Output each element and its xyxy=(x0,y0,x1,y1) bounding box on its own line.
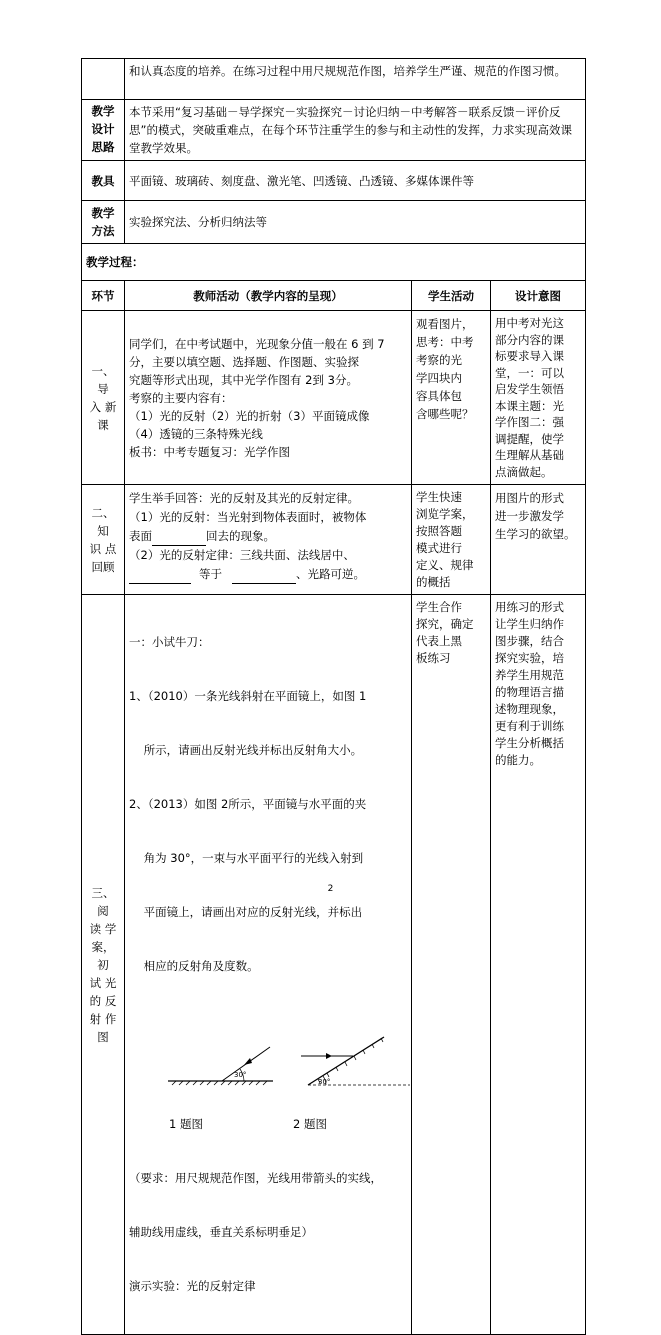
header-teacher: 教师活动（教学内容的呈现） xyxy=(125,281,412,311)
fig2-mirror-hatching xyxy=(318,1038,383,1083)
student-line: 定义、规律 xyxy=(416,558,474,572)
intent-line: 部分内容的课 xyxy=(495,332,564,347)
exercise-line: 1、（2010）一条光线斜射在平面镜上，如图 1 xyxy=(129,689,367,703)
stage-line: 案，初 xyxy=(91,939,115,972)
header-student: 学生活动 xyxy=(412,281,491,311)
stage-line: 射 作 xyxy=(89,1011,117,1026)
header-intent: 设计意图 xyxy=(491,281,586,311)
intent-line: 学作图二：强 xyxy=(495,415,564,429)
stage-1-label xyxy=(82,311,125,485)
row-stage-3 xyxy=(82,595,586,1335)
intent-line: 的物理语言描 xyxy=(495,685,564,699)
intent-line: 启发学生领悟 xyxy=(495,382,564,396)
exercise-line: 相应的反射角及度数。 xyxy=(129,959,259,973)
stage-line: 试 光 xyxy=(89,975,117,990)
process-title: 教学过程： xyxy=(82,244,586,281)
stage-line: 识 点 xyxy=(89,541,117,556)
review-line: 学生举手回答：光的反射及其光的反射定律。 xyxy=(129,491,359,505)
exercise-line: 角为 30°，一束与水平面平行的光线入射到 xyxy=(129,851,364,865)
fig2-angle-label: 30° xyxy=(318,1078,331,1086)
stage-3-intent xyxy=(491,595,586,1335)
reflection-figures xyxy=(158,1035,411,1097)
requirement-line: （要求：用尺规规范作图，光线用带箭头的实线， xyxy=(129,1171,382,1185)
fig1-ray-arrow xyxy=(244,1058,252,1065)
student-line: 模式进行 xyxy=(416,541,462,555)
review-line-blank xyxy=(129,527,407,546)
stage-3-teacher xyxy=(125,595,412,1335)
design-label-line: 设计 xyxy=(91,122,115,136)
stage-2-teacher xyxy=(125,485,412,595)
student-line: 学四块内 xyxy=(416,371,462,385)
figure-1 xyxy=(168,1047,273,1085)
tools-text: 平面镜、玻璃砖、刻度盘、激光笔、凹透镜、凸透镜、多媒体课件等 xyxy=(125,161,586,201)
fig1-caption: 1 题图 xyxy=(169,1117,203,1131)
student-line: 思考：中考 xyxy=(416,335,474,349)
teacher-line: 板书：中考专题复习：光学作图 xyxy=(129,444,290,459)
student-line: 考察的光 xyxy=(416,353,462,367)
student-line: 学生快速 xyxy=(416,490,462,504)
stage-line: 入 新 xyxy=(89,399,117,414)
student-line: 含哪些呢？ xyxy=(416,407,474,421)
empty-label-cell xyxy=(82,59,125,100)
student-line: 按照答题 xyxy=(416,524,462,538)
requirement-line: 辅助线用虚线，垂直关系标明垂足） xyxy=(129,1225,313,1239)
row-stage-1 xyxy=(82,311,586,485)
teacher-line: （4）透镜的三条特殊光线 xyxy=(129,426,263,441)
stage-2-student xyxy=(412,485,491,595)
stage-3-student xyxy=(412,595,491,1335)
row-design xyxy=(82,100,586,161)
intent-line: 的能力。 xyxy=(495,753,541,767)
intent-line: 生学习的欲望。 xyxy=(495,527,576,541)
row-tools xyxy=(82,161,586,201)
exercise-line: 一：小试牛刀： xyxy=(129,635,210,649)
stage-line: 图 xyxy=(97,1029,109,1044)
design-text: 本节采用“复习基础－导学探究－实验探究－讨论归纳－中考解答－联系反馈－评价反思”的模式，突破重难点，在每个环节注重学生的参与和主动性的发挥，力求实现高效课堂教学效果。 xyxy=(125,100,586,161)
stage-line: 二、知 xyxy=(91,505,115,538)
intent-line: 述物理现象， xyxy=(495,702,564,716)
review-text: 、光路可逆。 xyxy=(296,567,365,581)
intent-line: 本课主题：光 xyxy=(495,398,564,413)
student-line: 探究，确定 xyxy=(416,617,474,631)
stage-2-label xyxy=(82,485,125,595)
teacher-line: 同学们，在中考试题中，光现象分值一般在 6 到 7 xyxy=(129,336,385,351)
figure-captions xyxy=(129,1115,407,1133)
intent-line: 用中考对光这 xyxy=(495,316,564,330)
intent-line: 探究实验，培 xyxy=(495,651,564,665)
row-header xyxy=(82,281,586,311)
design-label-line: 思路 xyxy=(91,140,115,154)
teacher-line: 分，主要以填空题、选择题、作图题、实验探 xyxy=(129,354,359,369)
fig2-ray-arrow xyxy=(326,1053,332,1059)
review-line: （2）光的反射定律：三线共面、法线居中、 xyxy=(129,548,355,562)
stage-1-student xyxy=(412,311,491,485)
intent-line: 点滴做起。 xyxy=(495,464,553,479)
intent-line: 养学生用规范 xyxy=(495,668,564,682)
stage-line: 的 反 xyxy=(89,993,117,1008)
lesson-plan-table xyxy=(81,58,586,1335)
review-line-blanks xyxy=(129,565,407,584)
header-stage: 环节 xyxy=(82,281,125,311)
intent-line: 标要求导入课 xyxy=(495,349,564,363)
methods-label-line: 方法 xyxy=(91,224,115,238)
student-line: 代表上黑 xyxy=(416,634,462,648)
student-line: 浏览学案， xyxy=(416,507,474,521)
student-line: 板练习 xyxy=(416,651,451,665)
exercise-line: 平面镜上，请画出对应的反射光线，并标出 xyxy=(129,905,363,919)
stage-line: 三、阅 xyxy=(91,885,115,918)
row-continuation xyxy=(82,59,586,100)
row-stage-2 xyxy=(82,485,586,595)
design-label-line: 教学 xyxy=(91,104,115,118)
fig1-angle-label: 30° xyxy=(234,1071,247,1079)
intent-line: 学生分析概括 xyxy=(495,736,564,750)
intent-line: 生理解从基础 xyxy=(495,448,564,462)
stage-line: 课 xyxy=(97,417,109,432)
teacher-line: （1）光的反射（2）光的折射（3）平面镜成像 xyxy=(129,408,370,423)
methods-text: 实验探究法、分析归纳法等 xyxy=(125,201,586,244)
stage-line: 回顾 xyxy=(91,559,115,574)
student-line: 观看图片， xyxy=(416,317,474,331)
figure-2 xyxy=(301,1037,410,1086)
review-line: （1）光的反射：当光射到物体表面时，被物体 xyxy=(129,510,367,524)
student-line: 学生合作 xyxy=(416,600,462,614)
intent-line: 进一步激发学 xyxy=(495,509,564,523)
intent-line: 用图片的形式 xyxy=(495,491,564,505)
continuation-text: 和认真态度的培养。在练习过程中用尺规规范作图，培养学生严谨、规范的作图习惯。 xyxy=(125,59,586,100)
intent-line: 调提醒，使学 xyxy=(495,431,564,446)
methods-label-line: 教学 xyxy=(91,206,115,220)
student-line: 容具体包 xyxy=(416,389,462,403)
review-text: 等于 xyxy=(199,567,222,581)
tools-label: 教具 xyxy=(82,161,125,201)
teacher-line: 考察的主要内容有： xyxy=(129,390,233,405)
page-number: 2 xyxy=(327,884,334,894)
design-label xyxy=(82,100,125,161)
intent-line: 用练习的形式 xyxy=(495,600,564,614)
intent-line: 图步骤，结合 xyxy=(495,634,564,648)
intent-line: 让学生归纳作 xyxy=(495,617,564,631)
stage-1-teacher xyxy=(125,311,412,485)
stage-3-label xyxy=(82,595,125,1335)
review-text: 回去的现象。 xyxy=(206,529,275,543)
row-process-title xyxy=(82,244,586,281)
fig2-caption: 2 题图 xyxy=(293,1117,327,1131)
answer-blank[interactable] xyxy=(152,533,206,546)
intent-line: 堂，一：可以 xyxy=(495,365,564,380)
exercise-line: 所示，请画出反射光线并标出反射角大小。 xyxy=(129,743,363,757)
stage-line: 读 学 xyxy=(89,921,117,936)
student-line: 的概括 xyxy=(416,575,451,589)
stage-2-intent xyxy=(491,485,586,595)
intent-line: 更有利于训练 xyxy=(495,719,564,733)
demo-line: 演示实验：光的反射定律 xyxy=(129,1279,256,1293)
stage-line: 一、导 xyxy=(91,363,115,396)
review-text: 表面 xyxy=(129,529,152,543)
exercise-line: 2、（2013）如图 2所示，平面镜与水平面的夹 xyxy=(129,797,367,811)
methods-label xyxy=(82,201,125,244)
row-methods xyxy=(82,201,586,244)
teacher-line: 究题等形式出现，其中光学作图有 2到 3分。 xyxy=(129,372,358,387)
figures-area xyxy=(129,1017,407,1086)
answer-blank[interactable] xyxy=(129,571,191,584)
answer-blank[interactable] xyxy=(232,571,296,584)
stage-1-intent xyxy=(491,311,586,485)
